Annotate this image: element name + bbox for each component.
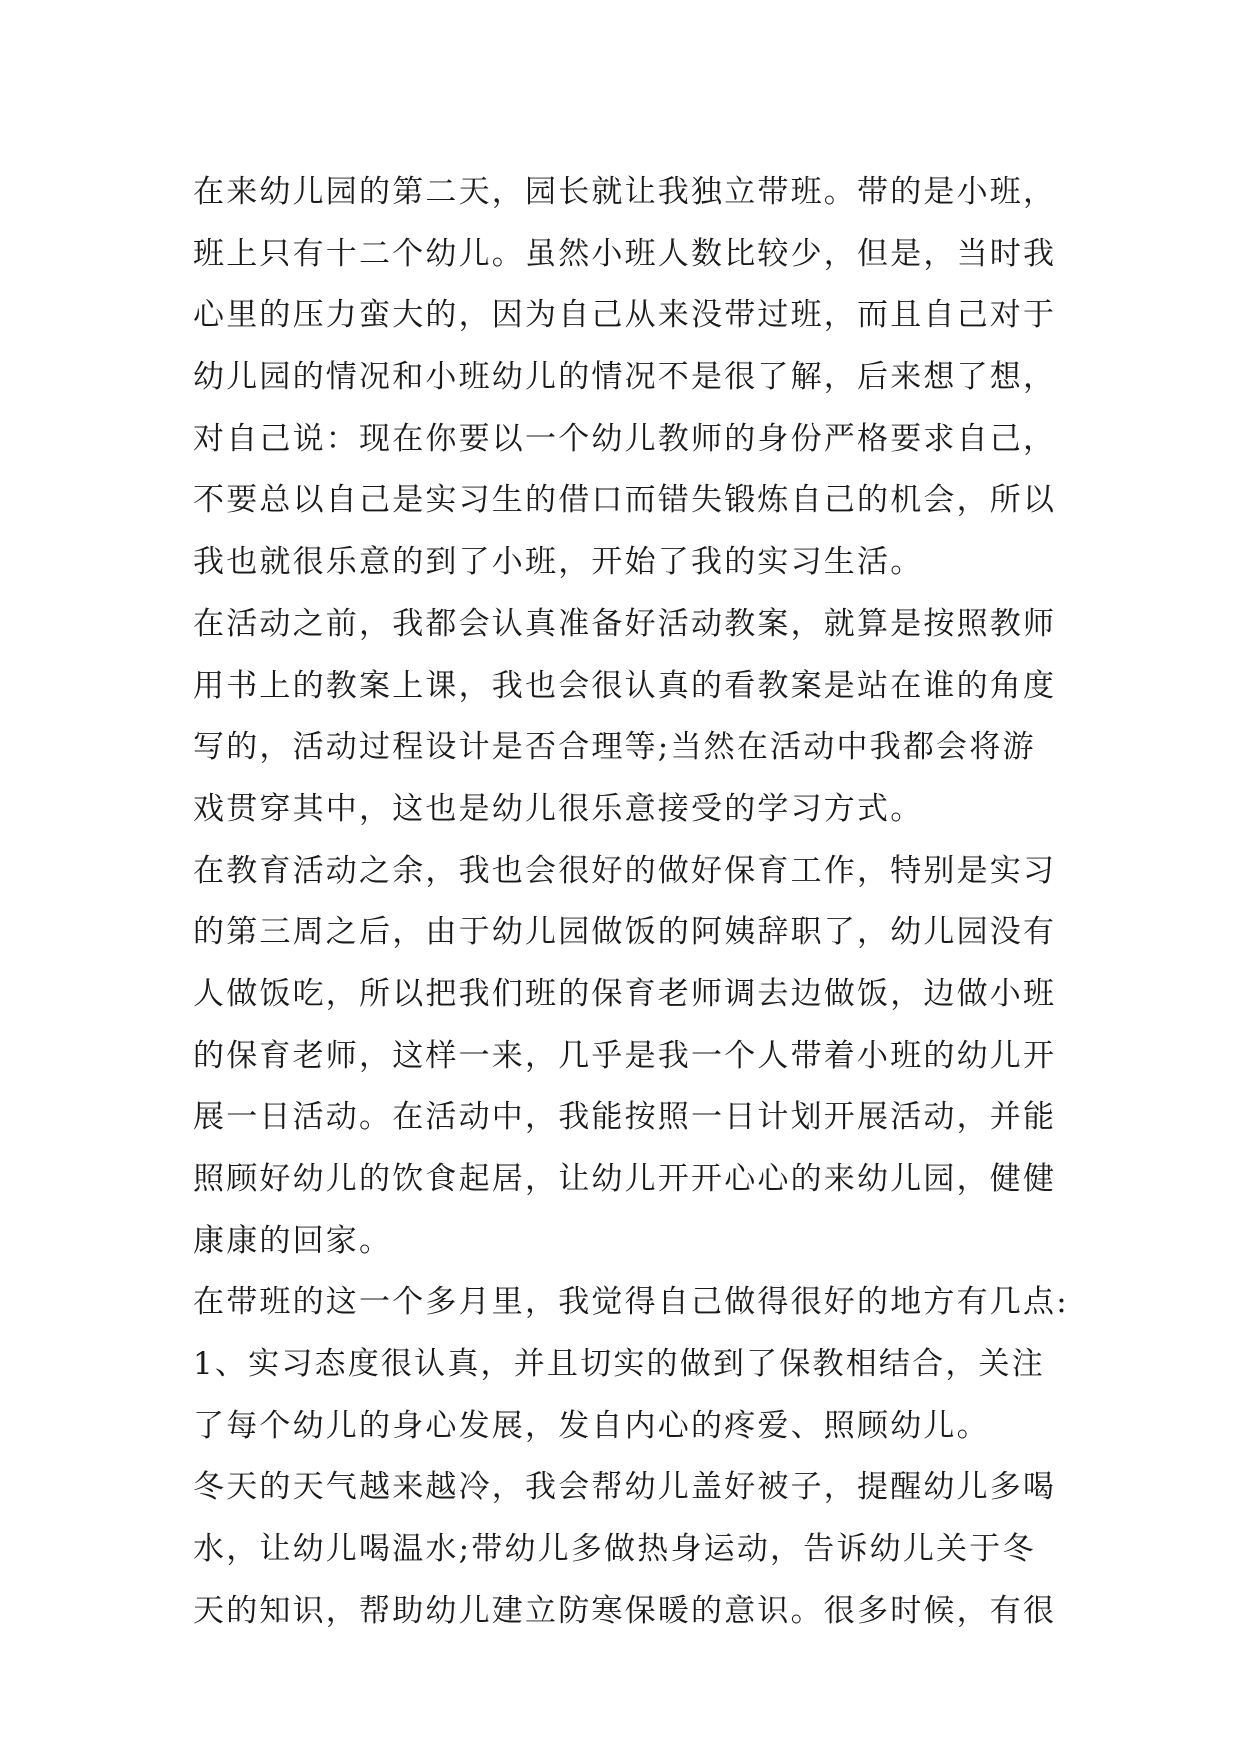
text-line: 展一日活动。在活动中，我能按照一日计划开展活动，并能 [193,1099,1057,1136]
text-line: 对自己说：现在你要以一个幼儿教师的身份严格要求自己， [193,420,1057,457]
text-line: 不要总以自己是实习生的借口而错失锻炼自己的机会，所以 [193,482,1057,519]
text-line: 我也就很乐意的到了小班，开始了我的实习生活。 [193,544,924,581]
text-line: 幼儿园的情况和小班幼儿的情况不是很了解，后来想了想， [193,359,1057,396]
text-line: 水，让幼儿喝温水;带幼儿多做热身运动，告诉幼儿关于冬 [193,1531,1036,1568]
text-line: 在来幼儿园的第二天，园长就让我独立带班。带的是小班， [193,174,1057,210]
text-line: 在带班的这一个多月里，我觉得自己做得很好的地方有几点: [193,1284,1069,1321]
text-line: 天的知识，帮助幼儿建立防寒保暖的意识。很多时候，有很 [193,1592,1057,1629]
text-line: 戏贯穿其中，这也是幼儿很乐意接受的学习方式。 [193,790,924,827]
text-line: 心里的压力蛮大的，因为自己从来没带过班，而且自己对于 [193,297,1057,334]
text-line: 的第三周之后，由于幼儿园做饭的阿姨辞职了，幼儿园没有 [193,914,1057,951]
text-line: 1、实习态度很认真，并且切实的做到了保教相结合，关注 [193,1346,1045,1383]
text-line: 人做饭吃，所以把我们班的保育老师调去边做饭，边做小班 [193,975,1057,1012]
text-line: 在活动之前，我都会认真准备好活动教案，就算是按照教师 [193,605,1057,642]
text-line: 了每个幼儿的身心发展，发自内心的疼爱、照顾幼儿。 [193,1407,990,1444]
text-line: 照顾好幼儿的饮食起居，让幼儿开开心心的来幼儿园，健健 [193,1161,1057,1197]
text-line: 冬天的天气越来越冷，我会帮幼儿盖好被子，提醒幼儿多喝 [193,1469,1057,1506]
text-line: 在教育活动之余，我也会很好的做好保育工作，特别是实习 [193,852,1057,889]
text-line: 的保育老师，这样一来，几乎是我一个人带着小班的幼儿开 [193,1037,1057,1074]
text-line: 用书上的教案上课，我也会很认真的看教案是站在谁的角度 [193,667,1057,704]
text-line: 班上只有十二个幼儿。虽然小班人数比较少，但是，当时我 [193,235,1057,272]
body-text [193,162,1069,1643]
text-line: 康康的回家。 [193,1222,393,1259]
text-line: 写的，活动过程设计是否合理等;当然在活动中我都会将游 [193,729,1036,766]
